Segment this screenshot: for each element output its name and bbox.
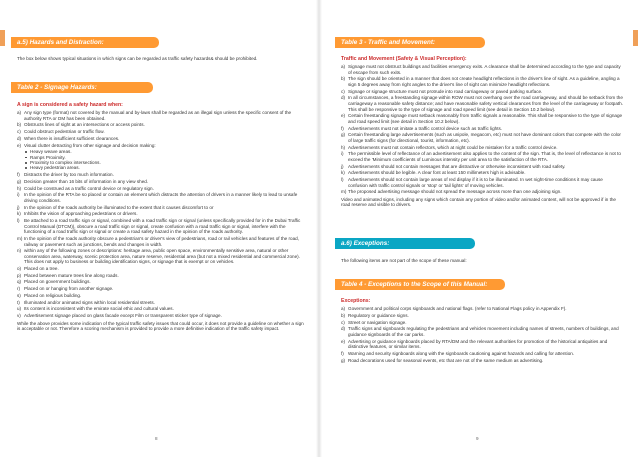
list-item: d) In all circumstances, a freestanding signage within ROW must not overhang over the road carriageway, and should be setback from the carriageway a reasonable safety distance; and have reasonable safety vertical clearances from the level of the carriageway or footpath. This shall be responsive to the type of signage and road speed limit (see detail in Section 10.2 below). <box>341 95 624 112</box>
hazard-list-bottom <box>17 172 307 318</box>
traffic-note: Video and animated signs, including any signs which contain any portion of video and/or animated content, will not be approved if in the road reserve and visible to drivers. <box>341 196 616 208</box>
exceptions-intro-block <box>341 258 623 264</box>
exceptions-heading: Exceptions: <box>341 298 371 304</box>
list-item: e) Visual clutter detracting from other signage and decision making: <box>17 142 156 148</box>
list-item: c) Street or navigation signage. <box>341 319 407 325</box>
list-item: f) Advertisements must not imitate a traffic control device such as traffic lights. <box>341 125 503 131</box>
table2-banner: Table 2 - Signage Hazards: <box>11 82 153 93</box>
hazard-list-top <box>17 110 307 148</box>
list-item: g) Decision greater than 16 bits of information in any view shed. <box>17 179 149 185</box>
list-item: d) When there is insufficient sufficient clearances. <box>17 135 120 141</box>
bullet-item: Heavy weave areas. <box>25 149 307 154</box>
list-item: a) Signage must not obstruct buildings and facilities emergency exits. A clearance shall be determined according to the type and capacity of escape from such exits. <box>341 64 621 75</box>
list-item: f) Warning and security signboards along with the signboards cautioning against hazards and calling for attention. <box>341 350 575 356</box>
left-edge-tab <box>0 30 5 46</box>
hazards-intro: The box below shows typical situations in which signs can be regarded as traffic safety hazards& should be prohibited. <box>17 56 258 61</box>
bullet-item: Proximity to complex intersections. <box>25 160 307 165</box>
list-item: j) Advertisements should not contain messages that are distractive or otherwise inconsistent with road safety. <box>341 163 566 169</box>
hazards-banner: a.5) Hazards and Distraction: <box>11 37 159 48</box>
list-item: v) Advertisement signage placed on glass facade except Film or transparent sticker type of signage. <box>17 312 222 318</box>
list-item: e) Advertising or guidance signboards placed by RTA/DM and the relevant authorities for promotion of the historical antiquities and distinctive features, or similar items. <box>341 338 608 350</box>
list-item: s) Placed on religious building. <box>17 292 82 298</box>
exceptions-banner: a.6) Exceptions: <box>335 238 475 249</box>
list-item: b) The sign should be oriented in a manner that does not create headlight reflections in the driver's line of sight. As a guideline, angling a sign 5 degrees away from right angles to the driver's line of sight can minimize headlight reflections. <box>341 76 620 88</box>
list-item: k) Advertisements should be legible. A clear font at least 150 millimeters high is advisable. <box>341 170 526 176</box>
hazards-intro-block <box>17 56 307 62</box>
list-item: o) Placed on a tree. <box>17 266 59 272</box>
list-item: m) In the opinion of the roads authority obscure a pedestrian's or driver's view of pedestrians, road or rail vehicles and features of the road, railway or pavement such as junctions, bends and changes in width. <box>17 235 299 247</box>
list-item: g) Road decorations used for seasonal events, etc that are not of the same medium as advertising. <box>341 357 544 363</box>
list-item: a) Government and political corps signboards and national flags. (refer to National Flags policy in Appendix F). <box>341 306 567 312</box>
list-item: a) Any sign type (format) not covered by the manual and by-laws shall be regarded as an illegal sign unless the specific consent of the authority RTA or DM has been obtained. <box>17 110 292 121</box>
list-item: r) Placed on or hanging from another signage. <box>17 286 114 292</box>
list-item: b) Obstructs lines of sight at an intersections or access points. <box>17 122 145 128</box>
list-item: m) The proposed advertising message should not spread the message across more than one adjoining sign. <box>341 189 562 195</box>
list-item: l) Be attached to a road traffic sign or signal, combined with a road traffic sign or signal (unless specifically provided for in the Dubai Traffic Control Manual (DTCM)), obscure a road traffic sign or signal, create confusion with a road traffic sign or signal, interfere with the functioning of a road traffic sign or signal or create a road safety hazard in the opinion of the roads authority. <box>17 218 301 235</box>
visual-clutter-bullets <box>17 149 307 171</box>
traffic-list <box>341 64 623 195</box>
list-item: c) Signage or signage structure must not protrude into road carriageway or paved parking surface. <box>341 88 543 94</box>
list-item: q) Placed on government buildings. <box>17 279 91 285</box>
exceptions-intro: The following items are not part of the scope of these manual: <box>341 258 467 263</box>
list-item: d) Traffic signs and signboards regulating the pedestrians and vehicles movement including names of streets, numbers of buildings, and guidance signboards of the car parks. <box>341 326 619 337</box>
traffic-heading: Traffic and Movement (Safety & Visual Perception): <box>341 56 467 62</box>
exceptions-list <box>341 306 623 363</box>
list-item: i) The permissible level of reflectance of an advertisement also applies to the content of the sign. That is, the level of reflectance is not to exceed the 'Minimum coefficients of Luminous intensity per unit area to the satisfaction of the RTA. <box>341 151 621 162</box>
list-item: n) within any of the following zones or descriptions: heritage area, public open space, environmentally sensitive area, natural or other conservation area, waterway, scenic protection area, nature reserve, residential area (but not a mixed residential and commercial zone). This does not apply to business or building identification signs, or signage that is exempt or on vehicles. <box>17 248 300 265</box>
hazard-list-block <box>17 102 307 332</box>
list-item: j) In the opinion of the roads authority be illuminated to the extent that it causes discomfort to or <box>17 204 214 210</box>
list-item: b) Regulatory or guidance signs. <box>341 312 409 318</box>
list-item: i) In the opinion of the RTA be so placed or contain an element which distracts the attention of drivers in a manner likely to lead to unsafe driving conditions. <box>17 192 298 204</box>
table4-banner: Table 4 - Exceptions to the Scope of this Manual: <box>335 279 505 290</box>
list-item: u) Its content is inconsistent with the emirate social ethic and cultural values. <box>17 306 174 312</box>
table3-banner: Table 3 - Traffic and Movement: <box>335 37 485 48</box>
closing-paragraph: While the above provides some indication of the typical traffic safety issues that could occur, it does not provide a guideline on whether a sign is acceptable or not. Therefore a scoring mechanism is provided to provide a more definitive indication of the traffic safety impact. <box>17 320 304 332</box>
list-item: t) Illuminated and/or animated signs within local residential streets. <box>17 299 155 305</box>
list-item: k) Inhibits the vision of approaching pedestrians or drivers. <box>17 211 138 217</box>
page-number-right: 9 <box>476 436 479 441</box>
bullet-item: Ramps Proximity. <box>25 155 307 160</box>
list-item: h) Advertisements must not contain reflectors, which at night could be mistaken for a traffic control device. <box>341 144 558 150</box>
list-item: f) Distracts the driver by too much information. <box>17 172 114 178</box>
traffic-block <box>341 56 623 208</box>
page-number-left: 8 <box>155 436 158 441</box>
list-item: p) Placed between mature trees line along roads. <box>17 272 119 278</box>
list-item: l) Advertisements should not contain large areas of red display if it is to be illuminated. In wet night-time conditions it may cause confusion with traffic control signals or 'stop' or 'tail lights' of moving vehicles. <box>341 176 603 188</box>
list-item: e) Certain freestanding signage must setback reasonably from traffic signals a reasonable. This shall be responsive to the type of signage and road speed limit (see detail in Section 10.2 below). <box>341 113 623 124</box>
hazard-heading: A sign is considered a safety hazard when: <box>17 102 123 108</box>
list-item: g) Certain freestanding large advertisements (such as unipole, megacom, etc) must not have dominant colors that compete with the color of large traffic signs (for directional, tourist, information, etc). <box>341 132 621 143</box>
bullet-item: Heavy pedestrian areas. <box>25 165 307 170</box>
exceptions-block <box>341 298 623 364</box>
list-item: h) Could be construed as a traffic control device or regulatory sign. <box>17 185 154 191</box>
list-item: c) Could obstruct pedestrian or traffic flow. <box>17 129 105 135</box>
right-edge-tab <box>633 30 638 46</box>
